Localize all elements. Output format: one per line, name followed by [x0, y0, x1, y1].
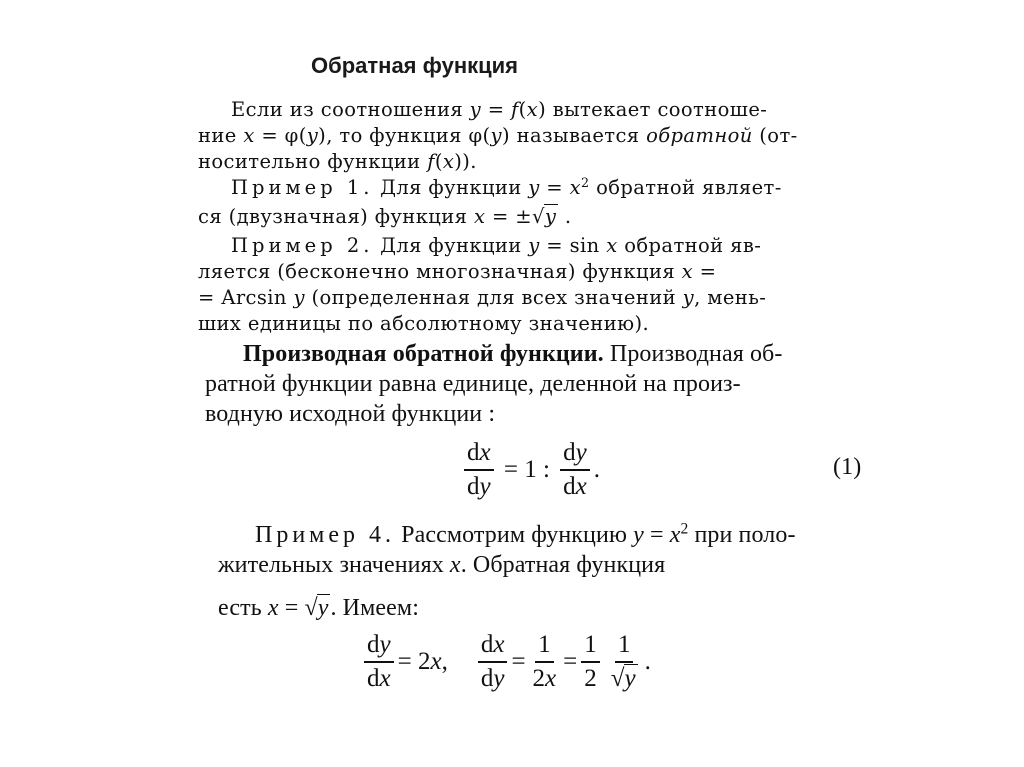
example-4-line-2: жительных значениях x. Обратная функция [218, 552, 666, 578]
derivative-line-2: ратной функции равна единице, деленной на произ- [205, 371, 741, 397]
derivative-line-3: водную исходной функции : [205, 401, 496, 427]
derivative-line-1: Производная обратной функции. Производная об- [243, 341, 783, 367]
example-4-line-3: есть x = √y. Имеем: [218, 595, 419, 621]
example-1-line-1: Пример 1. Для функции $y = x^2$ обратной являет- [231, 175, 782, 199]
formula-example-4: $\frac{dy}{dx}$ = 2x, $\frac{dx}{dy}$ = $\frac{1}{2x}$ = $\frac{1}{2}$ $\frac{1}{√y}$ . [360, 632, 651, 693]
example-2-line-4: ших единицы по абсолютному значению). [198, 312, 650, 335]
definition-line-2: ние x = φ(y), то функция φ(y) называется обратной (от- [198, 124, 798, 147]
formula-1-number: (1) [833, 454, 862, 480]
derivative-heading: Производная обратной функции. [243, 341, 604, 367]
example-2-label: Пример 2. [231, 234, 374, 257]
example-4-label: Пример 4. [255, 522, 396, 548]
definition-line-1: Если из соотношения y = f(x) вытекает соотноше- [231, 98, 768, 121]
example-4-line-1: Пример 4. Рассмотрим функцию $y = x^2$ при поло- [255, 520, 796, 548]
formula-1: $\frac{dx}{dy}$ = 1 : $\frac{dy}{dx}$ . [460, 440, 600, 501]
example-2-line-3: = Arcsin y (определенная для всех значений y, мень- [198, 286, 767, 309]
example-2-line-2: ляется (бесконечно многозначная) функция x = [198, 260, 717, 283]
definition-line-3: носительно функции f(x)). [198, 150, 477, 173]
example-2-line-1: Пример 2. Для функции y = sin x обратной яв- [231, 234, 762, 257]
page-title: Обратная функция [311, 53, 519, 78]
example-1-line-2: ся (двузначная) функция x = ±√y . [198, 205, 572, 228]
example-1-label: Пример 1. [231, 176, 374, 199]
